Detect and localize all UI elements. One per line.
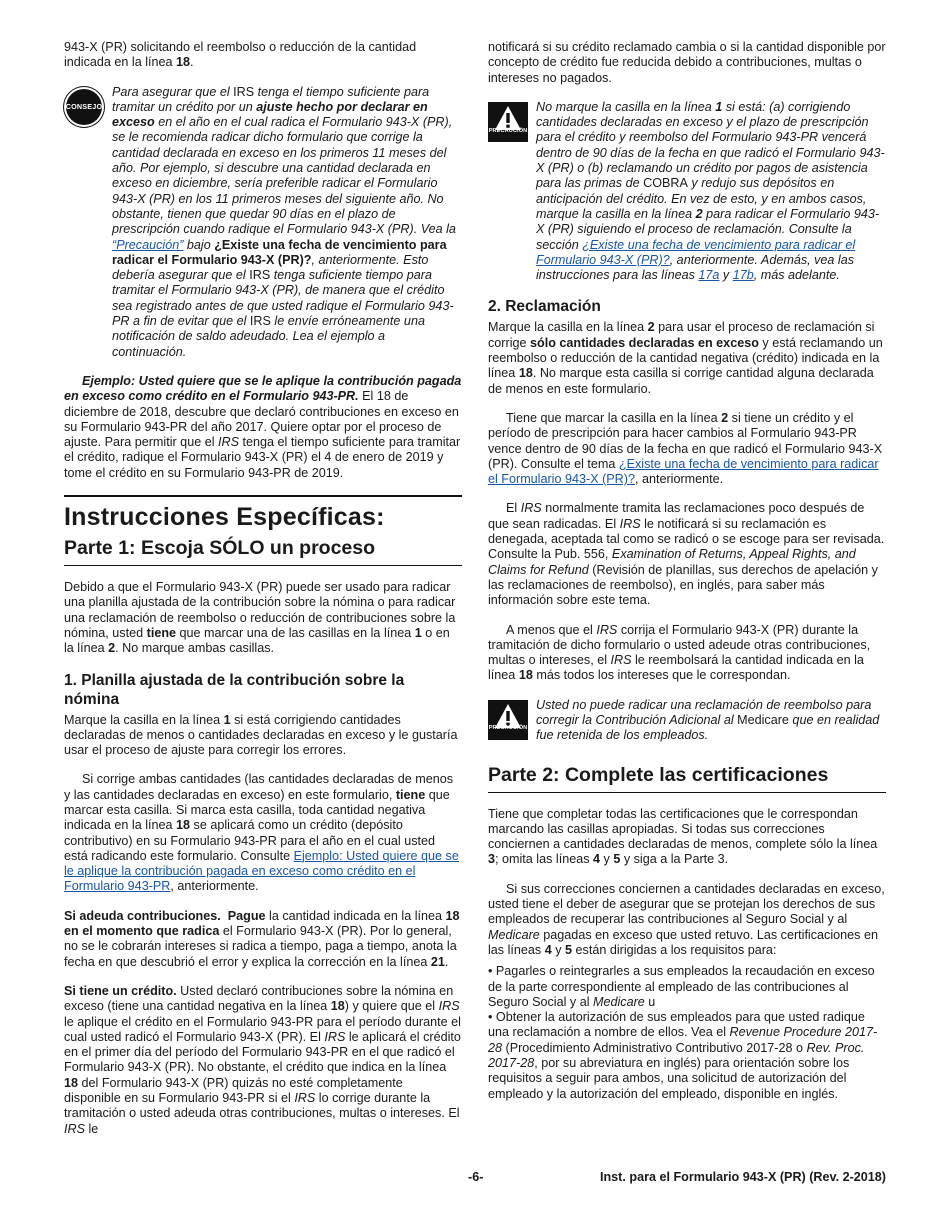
planilla-heading: 1. Planilla ajustada de la contribución sobre la nómina: [64, 671, 405, 708]
precaucion-icon: PRECAUCIÓN: [488, 102, 528, 142]
certificaciones-paragraph-1: Tiene que completar todas las certificaciones que le correspondan marcando las casillas apropiadas. Si todas sus correcciones conciernen a cantidades declaradas de menos, complete sólo la línea 3; omita las líneas 4 y 5 y siga a la Parte 3.: [488, 806, 878, 867]
precaucion-icon-2: PRECAUCIÓN: [488, 700, 528, 740]
reclamacion-paragraph-2: Tiene que marcar la casilla en la línea 2 si tiene un crédito y el período de prescripción para hacer cambios al Formulario 943-PR vence dentro de 90 días de la fecha en que radicó el Formulario 943-X (PR). Consulte el tema ¿Existe una fecha de vencimiento para radicar el Formulario 943-X (PR)?, anteriormente.: [488, 410, 883, 487]
reclamacion-paragraph-3: El IRS normalmente tramita las reclamaciones poco después de que sean radicadas. El IRS le notificará si su reclamación es denegada, aceptada tal como se radicó o se escoge para ser revisada. Consulte la Pub. 556, Examination of Returns, Appeal Rights, and Claims for Refund (Revisión de planillas, sus derechos de apelación y las reclamaciones de reembolso), en inglés, para saber más información sobre este tema.: [488, 501, 885, 608]
reclamacion-heading: 2. Reclamación: [488, 298, 601, 316]
line-17b-link[interactable]: 17b: [732, 268, 754, 283]
certificaciones-paragraph-2: Si sus correcciones conciernen a cantidades declaradas en exceso, usted tiene el deber de asegurar que se protejan los derechos de sus empleados de recuperar las contribuciones al Seguro Social y al Medicare pagadas en exceso que usted retuvo. Las certificaciones en las líneas 4 y 5 están dirigidas a los requisitos para:: [488, 881, 885, 957]
tip-note: CONSEJO Para asegurar que el IRS tenga el tiempo suficiente para tramitar un crédito por un ajuste hecho por declarar en exceso en el año en el cual radica el Formulario 943-X (PR), se le recomienda radicar dicho formulario que corrige la cantidad declarada en exceso en los primeros 11 meses del año. Por ejemplo, si descubre una cantidad declarada en exceso en diciembre, sería preferible radicar el Formulario 943-X (PR) en los 11 primeros meses del siguiente año. No obstante, tienen que quedar 90 días en el plazo de prescripción cuando radique el Formulario 943-X (PR). Vea la “Precaución” bajo ¿Existe una fecha de vencimiento para radicar el Formulario 943-X (PR)?, anteriormente. Esto debería asegurar que el IRS tenga suficiente tiempo para tramitar el Formulario 943-X (PR), de manera que el crédito sea registrado antes de que usted radique el Formulario 943-PR a fin de evitar que el IRS le envíe erróneamente una notificación de saldo adeudado. Lea el ejemplo a continuación.: [65, 84, 456, 359]
line-17a-link[interactable]: 17a: [698, 268, 720, 283]
left-column: [64, 40, 462, 1151]
list-item: • Pagarles o reintegrarles a sus empleados la recaudación en exceso de la parte correspondiente al empleado de las contribuciones al Seguro Social y al Medicare u: [488, 964, 875, 1009]
caution-note-1: PRECAUCIÓN No marque la casilla en la línea 1 si está: (a) corrigiendo cantidades declaradas en exceso y el plazo de prescripción para el crédito y reembolso del Formulario 943-PR vencerá dentro de 90 días de la fecha en que radicó el Formulario 943-X (PR) o (b) reclamando un crédito por pagos de asistencia para las primas de COBRA y redujo sus depósitos en anticipación del crédito. En vez de esto, y en ambos casos, marque la casilla en la línea 2 para radicar el Formulario 943-X (PR) siguiendo el proceso de reclamación. Consulte la sección ¿Existe una fecha de vencimiento para radicar el Formulario 943-X (PR)?, anteriormente. Además, vea las instrucciones para las líneas 17a y 17b, más adelante.: [488, 99, 885, 283]
reclamacion-paragraph-1: Marque la casilla en la línea 2 para usar el proceso de reclamación si corrige sólo cantidades declaradas en exceso y está reclamando un reembolso o reducción de la cantidad negativa (crédito) indicada en la línea 18. No marque esta casilla si corrige cantidad alguna declarada de menos en este formulario.: [488, 320, 883, 396]
list-item: • Obtener la autorización de sus empleados para que usted radique una reclamación a nombre de ellos. Vea el Revenue Procedure 2017-28 (Procedimiento Administrativo Contributivo 2017-28 o Rev. Proc. 2017-28, por su abreviatura en inglés) para orientación sobre los requisitos a seguir para ambos, una solicitud de autorización del empleado y la autorización del empleado, disponible en inglés.: [488, 1010, 878, 1101]
part1-heading: Parte 1: Escoja SÓLO un proceso: [64, 537, 462, 566]
consejo-icon: CONSEJO: [64, 87, 104, 127]
requirements-list: [488, 964, 886, 1102]
continued-paragraph: notificará si su crédito reclamado cambia o si la cantidad disponible por concepto de crédito fue reducida debido a contribuciones, multas o intereses no pagados.: [488, 40, 886, 85]
intro-paragraph: 943-X (PR) solicitando el reembolso o reducción de la cantidad indicada en la línea 18.: [64, 40, 417, 70]
credito-paragraph: Si tiene un crédito. Usted declaró contribuciones sobre la nómina en exceso (tiene una cantidad negativa en la línea 18) y quiere que el IRS le aplique el crédito en el Formulario 943-PR para el período durante el cual usted radicó el Formulario 943-X (PR). El IRS le aplicará el crédito en el primer día del período del Formulario 943-PR en el que radicó el Formulario 943-X (PR). No obstante, el crédito que indica en la línea 18 del Formulario 943-X (PR) quizás no esté completamente disponible en su Formulario 943-PR si el IRS lo corrige durante la tramitación o usted adeuda otras contribuciones, multas o intereses. El IRS le: [64, 983, 461, 1136]
part1-paragraph: Debido a que el Formulario 943-X (PR) puede ser usado para radicar una planilla ajustada de la contribución sobre la nómina o para radicar una reclamación de reembolso o reducción de contribuciones sobre la nómina, usted tiene que marcar una de las casillas en la línea 1 o en la línea 2. No marque ambas casillas.: [64, 580, 456, 656]
part2-heading: Parte 2: Complete las certificaciones: [488, 764, 886, 793]
fecha-vencimiento-link-2[interactable]: ¿Existe una fecha de vencimiento para radicar el Formulario 943-X (PR)?: [488, 456, 879, 487]
adeuda-paragraph: Si adeuda contribuciones. Pague la cantidad indicada en la línea 18 en el momento que radica el Formulario 943-X (PR). Por lo general, no se le cobrarán intereses si radica a tiempo, paga a tiempo, anota la fecha en que descubrió el error y explica la corrección en la línea 21.: [64, 908, 460, 969]
section-title: Instrucciones Específicas:: [64, 495, 462, 531]
planilla-paragraph-1: Marque la casilla en la línea 1 si está corrigiendo cantidades declaradas de menos o cantidades declaradas en exceso y le gustaría usar el proceso de ajuste para corregir los errores.: [64, 712, 458, 758]
page-number: -6-: [468, 1170, 484, 1184]
example-link[interactable]: Ejemplo: Usted quiere que se le aplique la contribución pagada en exceso como crédito en el Formulario 943-PR: [64, 848, 459, 894]
fecha-vencimiento-link[interactable]: ¿Existe una fecha de vencimiento para radicar el Formulario 943-X (PR)?: [536, 237, 856, 267]
caution-note-2: PRECAUCIÓN Usted no puede radicar una reclamación de reembolso para corregir la Contribución Adicional al Medicare que en realidad fue retenida de los empleados.: [488, 697, 880, 743]
reclamacion-paragraph-4: A menos que el IRS corrija el Formulario 943-X (PR) durante la tramitación de dicho formulario o usted adeude otras contribuciones, multas o intereses, el IRS le reembolsará la cantidad indicada en la línea 18 más todos los intereses que le correspondan.: [488, 622, 871, 683]
right-column: [488, 40, 886, 1102]
footer-title: Inst. para el Formulario 943-X (PR) (Rev. 2-2018): [599, 1170, 886, 1184]
precaucion-link[interactable]: “Precaución”: [112, 237, 184, 252]
example-paragraph: Ejemplo: Usted quiere que se le aplique la contribución pagada en exceso como crédito en el Formulario 943-PR. El 18 de diciembre de 2018, descubre que declaró contribuciones en exceso en su Formulario 943-PR del año 2017. Quiere optar por el proceso de ajuste. Para permitir que el IRS tenga el tiempo suficiente para tramitar el crédito, radique el Formulario 943-X (PR) el 4 de enero de 2019 y tome el crédito en su Formulario 943-PR de 2019.: [64, 373, 462, 480]
planilla-paragraph-2: Si corrige ambas cantidades (las cantidades declaradas de menos y las cantidades declaradas en exceso) en este formulario, tiene que marcar esta casilla. Si marca esta casilla, toda cantidad negativa indicada en la línea 18 se aplicará como un crédito (depósito contributivo) en su Formulario 943-PR para el año en el cual usted está radicando este formulario. Consulte Ejemplo: Usted quiere que se le aplique la contribución pagada en exceso como crédito en el Formulario 943-PR, anteriormente.: [64, 772, 459, 894]
